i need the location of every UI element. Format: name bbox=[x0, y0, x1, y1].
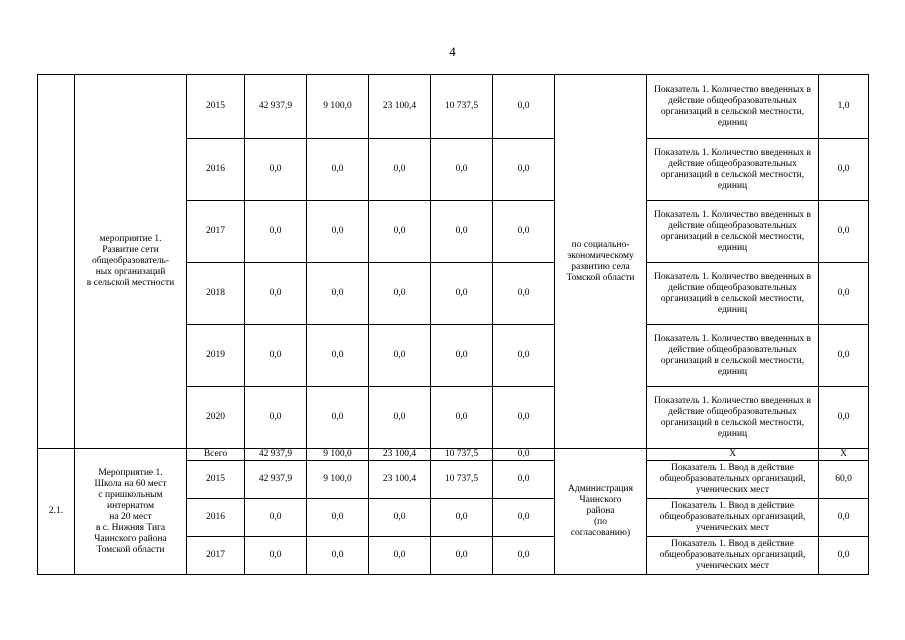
executor-cell: Администрация Чаинского района (по согласованию) bbox=[555, 449, 647, 575]
value-cell: 0,0 bbox=[493, 537, 555, 575]
value-cell: 0,0 bbox=[493, 499, 555, 537]
indicator-cell bbox=[647, 537, 819, 575]
indicator-text: Показатель 1. Количество введенных в действие общеобразовательных организаций в сельской местности, единиц bbox=[653, 333, 811, 377]
value-cell: 10 737,5 bbox=[431, 75, 493, 139]
value-cell: 42 937,9 bbox=[245, 449, 307, 461]
value-cell: 0,0 bbox=[493, 75, 555, 139]
value-cell: 0,0 bbox=[369, 499, 431, 537]
value-cell: 0,0 bbox=[245, 537, 307, 575]
value-cell: 0,0 bbox=[431, 537, 493, 575]
indicator-text: Показатель 1. Количество введенных в действие общеобразовательных организаций в сельской местности, единиц bbox=[653, 84, 811, 128]
indicator-cell bbox=[647, 387, 819, 449]
indicator-text: Показатель 1. Количество введенных в действие общеобразовательных организаций в сельской местности, единиц bbox=[653, 395, 811, 439]
number-cell bbox=[38, 75, 75, 449]
year-cell: 2018 bbox=[187, 263, 245, 325]
indicator-cell bbox=[647, 263, 819, 325]
value-cell: 0,0 bbox=[431, 499, 493, 537]
value-cell: 0,0 bbox=[369, 139, 431, 201]
value-cell: 0,0 bbox=[493, 139, 555, 201]
indicator-value-cell: 0,0 bbox=[819, 263, 869, 325]
indicator-value-cell: 0,0 bbox=[819, 325, 869, 387]
number-cell: 2.1. bbox=[38, 449, 75, 575]
year-cell: 2017 bbox=[187, 537, 245, 575]
page-number: 4 bbox=[449, 44, 456, 59]
value-cell: 0,0 bbox=[431, 325, 493, 387]
value-cell: 0,0 bbox=[245, 263, 307, 325]
value-cell: 0,0 bbox=[431, 263, 493, 325]
value-cell: 0,0 bbox=[307, 139, 369, 201]
executor-cell: по социально- экономическому развитию села Томской области bbox=[555, 75, 647, 449]
value-cell: 0,0 bbox=[493, 461, 555, 499]
value-cell: 0,0 bbox=[307, 201, 369, 263]
value-cell: 10 737,5 bbox=[431, 461, 493, 499]
year-cell: 2016 bbox=[187, 499, 245, 537]
value-cell: 0,0 bbox=[431, 139, 493, 201]
value-cell: 0,0 bbox=[245, 201, 307, 263]
table-row-total bbox=[38, 449, 869, 461]
indicator-text: Показатель 1. Количество введенных в действие общеобразовательных организаций в сельской местности, единиц bbox=[653, 209, 811, 253]
indicator-value-cell: 0,0 bbox=[819, 387, 869, 449]
indicator-value-cell: 0,0 bbox=[819, 537, 869, 575]
indicator-text: Показатель 1. Ввод в действие общеобразовательных организаций, ученических мест bbox=[659, 539, 806, 571]
value-cell: 0,0 bbox=[307, 387, 369, 449]
value-cell: 23 100,4 bbox=[369, 461, 431, 499]
indicator-cell bbox=[647, 75, 819, 139]
value-cell: 9 100,0 bbox=[307, 449, 369, 461]
value-cell: 23 100,4 bbox=[369, 449, 431, 461]
value-cell: 0,0 bbox=[493, 325, 555, 387]
indicator-cell bbox=[647, 461, 819, 499]
indicator-cell: Х bbox=[647, 449, 819, 461]
indicator-value-cell: 0,0 bbox=[819, 139, 869, 201]
value-cell: 23 100,4 bbox=[369, 75, 431, 139]
year-cell: 2020 bbox=[187, 387, 245, 449]
value-cell: 0,0 bbox=[493, 449, 555, 461]
program-table bbox=[37, 74, 869, 575]
value-cell: 0,0 bbox=[431, 201, 493, 263]
indicator-value-cell: Х bbox=[819, 449, 869, 461]
value-cell: 0,0 bbox=[307, 325, 369, 387]
indicator-value-cell: 0,0 bbox=[819, 499, 869, 537]
value-cell: 0,0 bbox=[245, 325, 307, 387]
indicator-value-cell: 1,0 bbox=[819, 75, 869, 139]
year-cell: 2015 bbox=[187, 75, 245, 139]
value-cell: 0,0 bbox=[369, 325, 431, 387]
value-cell: 0,0 bbox=[307, 499, 369, 537]
indicator-value-cell: 0,0 bbox=[819, 201, 869, 263]
value-cell: 0,0 bbox=[431, 387, 493, 449]
value-cell: 0,0 bbox=[245, 499, 307, 537]
value-cell: 9 100,0 bbox=[307, 461, 369, 499]
value-cell: 0,0 bbox=[369, 201, 431, 263]
year-cell: 2016 bbox=[187, 139, 245, 201]
value-cell: 10 737,5 bbox=[431, 449, 493, 461]
indicator-value-cell: 60,0 bbox=[819, 461, 869, 499]
indicator-text: Показатель 1. Ввод в действие общеобразовательных организаций, ученических мест bbox=[659, 463, 806, 495]
indicator-cell bbox=[647, 139, 819, 201]
indicator-text: Показатель 1. Ввод в действие общеобразовательных организаций, ученических мест bbox=[659, 501, 806, 533]
value-cell: 9 100,0 bbox=[307, 75, 369, 139]
value-cell: 0,0 bbox=[493, 263, 555, 325]
activity-cell: мероприятие 1. Развитие сети общеобразователь- ных организаций в сельской местности bbox=[75, 75, 187, 449]
year-cell: 2015 bbox=[187, 461, 245, 499]
value-cell: 0,0 bbox=[245, 387, 307, 449]
value-cell: 0,0 bbox=[369, 537, 431, 575]
indicator-cell bbox=[647, 325, 819, 387]
value-cell: 0,0 bbox=[369, 263, 431, 325]
value-cell: 0,0 bbox=[493, 201, 555, 263]
value-cell: 42 937,9 bbox=[245, 75, 307, 139]
value-cell: 0,0 bbox=[493, 387, 555, 449]
value-cell: 42 937,9 bbox=[245, 461, 307, 499]
year-cell: Всего bbox=[187, 449, 245, 461]
indicator-text: Показатель 1. Количество введенных в действие общеобразовательных организаций в сельской местности, единиц bbox=[653, 271, 811, 315]
indicator-cell bbox=[647, 499, 819, 537]
year-cell: 2019 bbox=[187, 325, 245, 387]
value-cell: 0,0 bbox=[307, 537, 369, 575]
activity-cell: Мероприятие 1. Школа на 60 мест с пришкольным интернатом на 20 мест в с. Нижняя Тига Чаинского района Томской области bbox=[75, 449, 187, 575]
table-row bbox=[38, 75, 869, 139]
indicator-cell bbox=[647, 201, 819, 263]
value-cell: 0,0 bbox=[307, 263, 369, 325]
value-cell: 0,0 bbox=[245, 139, 307, 201]
year-cell: 2017 bbox=[187, 201, 245, 263]
value-cell: 0,0 bbox=[369, 387, 431, 449]
indicator-text: Показатель 1. Количество введенных в действие общеобразовательных организаций в сельской местности, единиц bbox=[653, 147, 811, 191]
